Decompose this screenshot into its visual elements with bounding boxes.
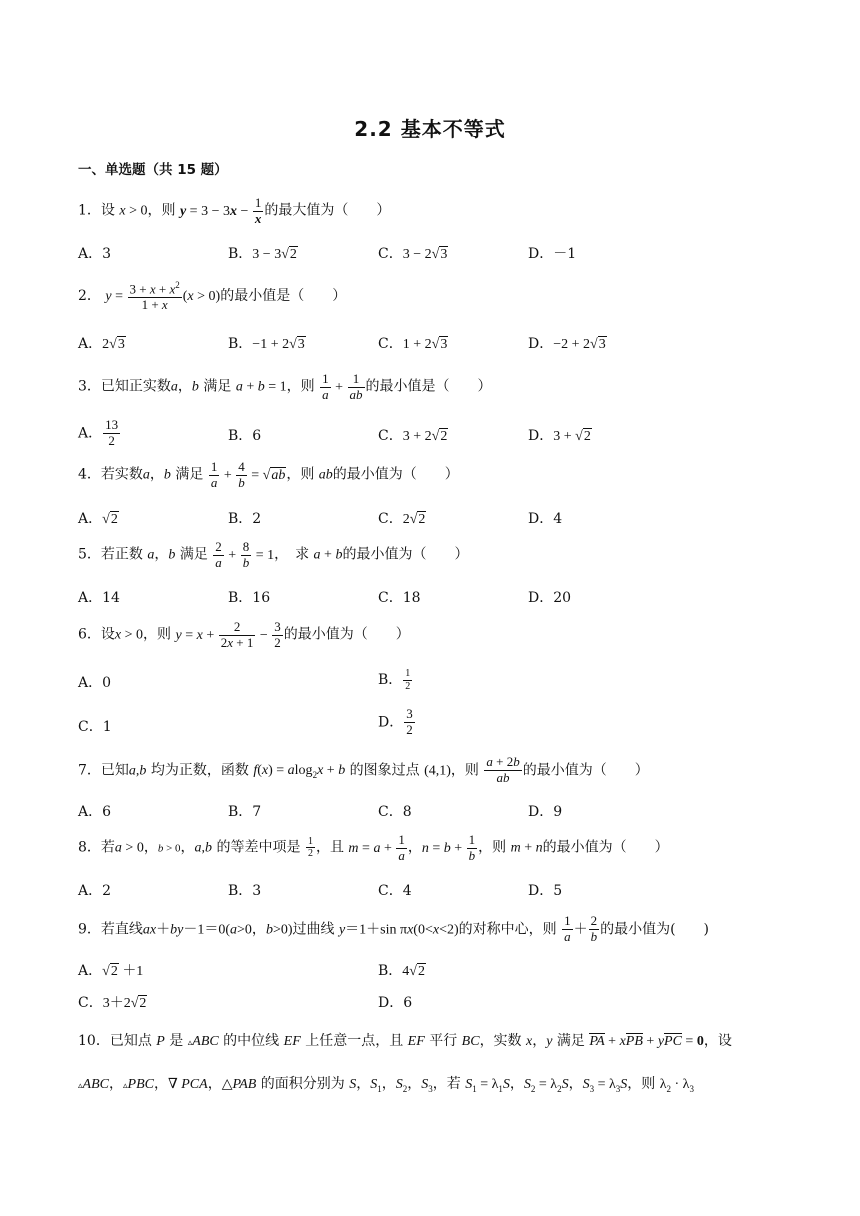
question-10-continued: ▵ABC，▵PBC，∇ PCA，△PAB 的面积分别为 S，$S_1$，$S_2$，$S_3$，若 $S_1 = \lambda_1S$，$S_2 = \lambda_2S$，$S_3 = \lambda_3S$，则 $\lambda_2 \cdot \lambda_3$ bbox=[78, 1076, 694, 1094]
q6-option-b[interactable]: B． $\frac{1}{2}$ bbox=[378, 668, 411, 692]
q1-option-a[interactable]: A．3 bbox=[78, 246, 112, 262]
q4-option-b[interactable]: B．2 bbox=[228, 511, 262, 527]
question-3: 3．已知正实数a，b 满足 a + b = 1，则 $\frac{1}{a}$ + $\frac{1}{ab}$ 的最小值是（ ） bbox=[78, 371, 492, 402]
q5-option-b[interactable]: B．16 bbox=[228, 590, 271, 606]
q7-option-b[interactable]: B．7 bbox=[228, 804, 262, 820]
q1-option-b[interactable]: B．3 − 3√2 bbox=[228, 246, 297, 262]
question-10: 10．已知点 P 是 ▵ABC 的中位线 EF 上任意一点，且 EF 平行 BC，实数 x，y 满足 PA + xPB + yPC = 0，设 bbox=[78, 1033, 732, 1049]
question-5: 5．若正数 a，b 满足 $\frac{2}{a}$ + $\frac{8}{b}$ = 1， 求 a + b的最小值为（ ） bbox=[78, 539, 469, 570]
q6-option-c[interactable]: C．1 bbox=[78, 719, 112, 735]
q8-option-d[interactable]: D．5 bbox=[528, 883, 563, 899]
question-4: 4．若实数a，b 满足 $\frac{1}{a}$ + $\frac{4}{b}$ = √ab，则 ab的最小值为（ ） bbox=[78, 459, 459, 490]
q6-option-d[interactable]: D． $\frac{3}{2}$ bbox=[378, 706, 413, 737]
q3-option-c[interactable]: C．3 + 2√2 bbox=[378, 428, 448, 444]
question-9: 9．若直线ax＋by－1＝0(a>0，b>0)过曲线 y＝1＋sin πx(0<x<2)的对称中心，则 $\frac{1}{a}$ ＋ $\frac{2}{b}$ 的最小值为( ) bbox=[78, 913, 710, 944]
question-1: 1．设 x > 0，则 y = 3 − 3x − $\frac{1}{x}$ 的最大值为（ ） bbox=[78, 195, 391, 226]
question-2: 2． y = $\frac{3 + x + x^2}{1 + x}$ (x > 0)的最小值是（ ） bbox=[78, 280, 347, 313]
q9-option-c[interactable]: C．3＋2√2 bbox=[78, 995, 147, 1011]
q2-option-d[interactable]: D．−2 + 2√3 bbox=[528, 336, 606, 352]
q8-option-a[interactable]: A．2 bbox=[78, 883, 112, 899]
page-title: 2.2 基本不等式 bbox=[354, 117, 506, 141]
q5-option-d[interactable]: D．20 bbox=[528, 590, 572, 606]
q2-option-c[interactable]: C．1 + 2√3 bbox=[378, 336, 448, 352]
section-heading: 一、单选题（共 15 题） bbox=[78, 162, 228, 178]
q9-option-d[interactable]: D．6 bbox=[378, 995, 413, 1011]
q4-option-c[interactable]: C．2√2 bbox=[378, 511, 426, 527]
q7-option-a[interactable]: A．6 bbox=[78, 804, 112, 820]
q3-option-a[interactable]: A． $\frac{13}{2}$ bbox=[78, 417, 119, 448]
q3-option-b[interactable]: B．6 bbox=[228, 428, 262, 444]
q4-option-a[interactable]: A．√2 bbox=[78, 511, 118, 527]
q8-option-b[interactable]: B．3 bbox=[228, 883, 262, 899]
q5-option-a[interactable]: A．14 bbox=[78, 590, 120, 606]
q7-option-c[interactable]: C．8 bbox=[378, 804, 412, 820]
q9-option-b[interactable]: B．4√2 bbox=[378, 963, 425, 979]
question-6: 6．设x > 0，则 y = x + $\frac{2}{2x + 1}$ − $\frac{3}{2}$ 的最小值为（ ） bbox=[78, 619, 410, 650]
q6-option-a[interactable]: A．0 bbox=[78, 675, 112, 691]
question-7: 7．已知a,b 均为正数，函数 f(x) = alog$_2$x + b 的图象过点 (4,1)，则 $\frac{a + 2b}{ab}$ 的最小值为（ ） bbox=[78, 754, 649, 785]
q1-option-c[interactable]: C．3 − 2√3 bbox=[378, 246, 448, 262]
q7-option-d[interactable]: D．9 bbox=[528, 804, 563, 820]
question-8: 8．若a > 0，b > 0，a,b 的等差中项是 $\frac{1}{2}$ ，且 m = a + $\frac{1}{a}$ ，n = b + $\frac{1}{b}$ ，则 m + n的最小值为（ ） bbox=[78, 832, 669, 863]
q1-option-d[interactable]: D．－1 bbox=[528, 246, 577, 262]
q2-option-a[interactable]: A．2√3 bbox=[78, 336, 125, 352]
q2-option-b[interactable]: B．−1 + 2√3 bbox=[228, 336, 305, 352]
q9-option-a[interactable]: A．√2 ＋1 bbox=[78, 963, 144, 979]
q5-option-c[interactable]: C．18 bbox=[378, 590, 421, 606]
q4-option-d[interactable]: D．4 bbox=[528, 511, 563, 527]
q8-option-c[interactable]: C．4 bbox=[378, 883, 412, 899]
q3-option-d[interactable]: D．3 + √2 bbox=[528, 428, 591, 444]
